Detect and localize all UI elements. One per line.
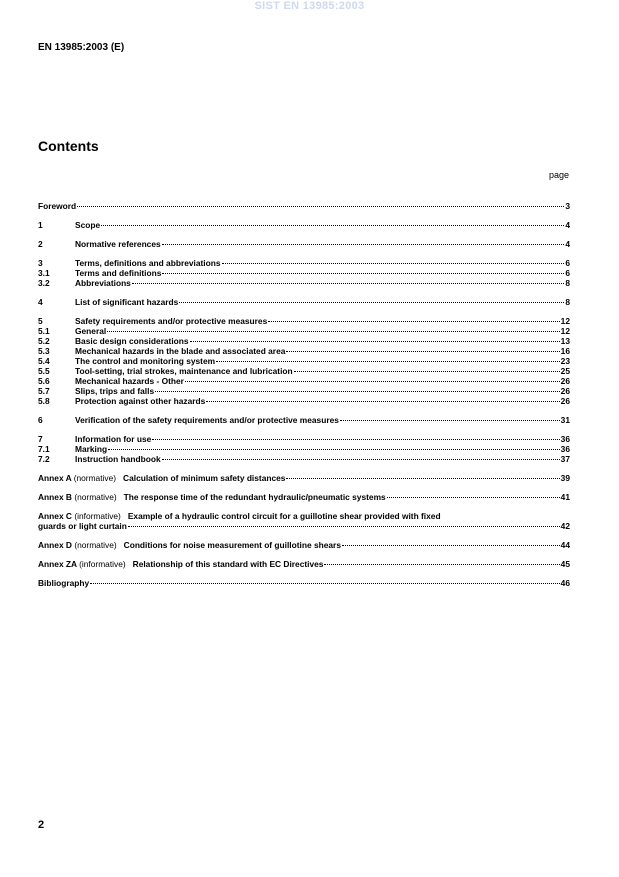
dot-leader xyxy=(294,370,560,372)
toc-entry-page: 8 xyxy=(565,278,570,288)
toc-entry-number: 5.7 xyxy=(38,386,50,396)
dot-leader xyxy=(387,496,560,498)
annex-label: Annex D xyxy=(38,540,72,550)
annex-label: Annex B xyxy=(38,492,72,502)
dot-leader xyxy=(108,448,560,450)
toc-entry-number: 4 xyxy=(38,297,43,307)
toc-entry-page: 39 xyxy=(560,473,570,483)
toc-entry-number: 2 xyxy=(38,239,43,249)
toc-entry-page: 3 xyxy=(565,201,570,211)
toc-entry-control-monitoring[interactable] xyxy=(38,356,570,366)
toc-entry-mechanical-other[interactable] xyxy=(38,376,570,386)
toc-entry-other-hazards[interactable] xyxy=(38,396,570,406)
toc-entry-number: 3 xyxy=(38,258,43,268)
toc-entry-marking[interactable] xyxy=(38,444,570,454)
toc-entry-title: Instruction handbook xyxy=(75,454,161,464)
toc-entry-page: 26 xyxy=(560,376,570,386)
annex-label: Annex C xyxy=(38,511,72,521)
dot-leader xyxy=(324,563,559,565)
toc-entry-number: 5.2 xyxy=(38,336,50,346)
toc-entry-general[interactable] xyxy=(38,326,570,336)
toc-entry-number: 6 xyxy=(38,415,43,425)
dot-leader xyxy=(101,224,564,226)
toc-entry-scope[interactable] xyxy=(38,220,570,230)
toc-entry-page: 13 xyxy=(560,336,570,346)
document-id: EN 13985:2003 (E) xyxy=(38,42,125,53)
toc-entry-title: The response time of the redundant hydraulic/pneumatic systems xyxy=(123,492,386,502)
toc-entry-title: Mechanical hazards - Other xyxy=(75,376,184,386)
annex-label: Annex ZA xyxy=(38,559,77,569)
toc-entry-number: 5 xyxy=(38,316,43,326)
toc-entry-title: Relationship of this standard with EC Directives xyxy=(132,559,324,569)
dot-leader xyxy=(286,477,559,479)
toc-entry-page: 4 xyxy=(565,239,570,249)
toc-entry-verification[interactable] xyxy=(38,415,570,425)
toc-entry-title-continued: guards or light curtain xyxy=(38,521,127,531)
dot-leader xyxy=(90,582,559,584)
toc-entry-foreword[interactable] xyxy=(38,201,570,211)
toc-entry-title: Safety requirements and/or protective measures xyxy=(75,316,268,326)
toc-entry-number: 5.1 xyxy=(38,326,50,336)
toc-entry-title: Marking xyxy=(75,444,108,454)
dot-leader xyxy=(179,301,564,303)
toc-entry-number: 7.1 xyxy=(38,444,50,454)
toc-entry-number: 3.2 xyxy=(38,278,50,288)
toc-entry-title: Calculation of minimum safety distances xyxy=(123,473,286,483)
toc-entry-page: 4 xyxy=(565,220,570,230)
toc-entry-number: 5.8 xyxy=(38,396,50,406)
toc-entry-page: 26 xyxy=(560,396,570,406)
toc-entry-page: 12 xyxy=(560,326,570,336)
page-column-label: page xyxy=(548,170,569,180)
dot-leader xyxy=(206,400,559,402)
dot-leader xyxy=(185,380,560,382)
toc-entry-page: 46 xyxy=(560,578,570,588)
toc-entry-annex-a[interactable] xyxy=(38,473,570,483)
toc-entry-page: 44 xyxy=(560,540,570,550)
toc-entry-title: Mechanical hazards in the blade and associated area xyxy=(75,346,286,356)
toc-entry-information-for-use[interactable] xyxy=(38,434,570,444)
toc-entry-title: The control and monitoring system xyxy=(75,356,216,366)
toc-entry-page: 23 xyxy=(560,356,570,366)
dot-leader xyxy=(342,544,560,546)
toc-entry-number: 1 xyxy=(38,220,43,230)
toc-entry-number: 3.1 xyxy=(38,268,50,278)
dot-leader xyxy=(162,243,565,245)
dot-leader xyxy=(152,438,559,440)
page-title: Contents xyxy=(38,138,99,154)
toc-entry-page: 12 xyxy=(560,316,570,326)
dot-leader xyxy=(132,282,564,284)
toc-entry-title: Terms and definitions xyxy=(75,268,162,278)
toc-entry-safety-requirements[interactable] xyxy=(38,316,570,326)
toc-entry-page: 42 xyxy=(560,521,570,531)
toc-entry-abbreviations[interactable] xyxy=(38,278,570,288)
toc-entry-basic-design[interactable] xyxy=(38,336,570,346)
toc-entry-title: Abbreviations xyxy=(75,278,131,288)
dot-leader xyxy=(268,320,559,322)
dot-leader xyxy=(77,205,564,207)
dot-leader xyxy=(162,458,560,460)
toc-entry-page: 26 xyxy=(560,386,570,396)
dot-leader xyxy=(190,340,560,342)
toc-entry-page: 6 xyxy=(565,268,570,278)
toc-entry-title: Conditions for noise measurement of guillotine shears xyxy=(123,540,341,550)
toc-entry-terms[interactable] xyxy=(38,258,570,268)
toc-entry-title: Normative references xyxy=(75,239,161,249)
dot-leader xyxy=(162,272,564,274)
page-number: 2 xyxy=(38,819,45,831)
toc-entry-annex-c[interactable] xyxy=(38,511,570,531)
annex-kind: (normative) xyxy=(73,473,117,483)
toc-entry-page: 45 xyxy=(560,559,570,569)
toc-entry-number: 7.2 xyxy=(38,454,50,464)
toc-entry-page: 37 xyxy=(560,454,570,464)
toc-entry-annex-d[interactable] xyxy=(38,540,570,550)
toc-entry-annex-b[interactable] xyxy=(38,492,570,502)
toc-entry-number: 5.5 xyxy=(38,366,50,376)
table-of-contents xyxy=(38,201,570,588)
dot-leader xyxy=(340,419,560,421)
toc-entry-page: 41 xyxy=(560,492,570,502)
toc-entry-number: 5.6 xyxy=(38,376,50,386)
toc-entry-page: 36 xyxy=(560,444,570,454)
toc-entry-title: Scope xyxy=(75,220,101,230)
toc-entry-hazards[interactable] xyxy=(38,297,570,307)
dot-leader xyxy=(155,390,560,392)
toc-entry-page: 8 xyxy=(565,297,570,307)
dot-leader xyxy=(107,330,559,332)
toc-entry-normative-references[interactable] xyxy=(38,239,570,249)
toc-entry-page: 25 xyxy=(560,366,570,376)
toc-entry-title: Information for use xyxy=(75,434,152,444)
toc-entry-title: Foreword xyxy=(38,201,77,211)
annex-kind: (normative) xyxy=(74,540,117,550)
dot-leader xyxy=(128,525,560,527)
watermark: SIST EN 13985:2003 xyxy=(254,0,365,12)
toc-entry-number: 7 xyxy=(38,434,43,444)
annex-kind: (informative) xyxy=(74,511,121,521)
toc-entry-title: Slips, trips and falls xyxy=(75,386,155,396)
toc-entry-mechanical-blade[interactable] xyxy=(38,346,570,356)
dot-leader xyxy=(286,350,559,352)
toc-entry-title: Bibliography xyxy=(38,578,90,588)
toc-entry-title: Example of a hydraulic control circuit for a guillotine shear provided with fixed xyxy=(127,511,441,521)
toc-entry-title: General xyxy=(75,326,107,336)
toc-entry-instruction-handbook[interactable] xyxy=(38,454,570,464)
toc-entry-title: Basic design considerations xyxy=(75,336,189,346)
toc-entry-tool-setting[interactable] xyxy=(38,366,570,376)
annex-kind: (normative) xyxy=(74,492,117,502)
toc-entry-page: 31 xyxy=(560,415,570,425)
toc-entry-title: Verification of the safety requirements and/or protective measures xyxy=(75,415,339,425)
toc-entry-number: 5.4 xyxy=(38,356,50,366)
toc-entry-title: List of significant hazards xyxy=(75,297,179,307)
annex-label: Annex A xyxy=(38,473,72,483)
toc-entry-number: 5.3 xyxy=(38,346,50,356)
dot-leader xyxy=(222,262,565,264)
toc-entry-page: 36 xyxy=(560,434,570,444)
toc-entry-page: 6 xyxy=(565,258,570,268)
toc-entry-title: Tool-setting, trial strokes, maintenance and lubrication xyxy=(75,366,293,376)
toc-entry-slips-trips[interactable] xyxy=(38,386,570,396)
toc-entry-bibliography[interactable] xyxy=(38,578,570,588)
toc-entry-page: 16 xyxy=(560,346,570,356)
dot-leader xyxy=(216,360,560,362)
toc-entry-title: Protection against other hazards xyxy=(75,396,206,406)
toc-entry-annex-za[interactable] xyxy=(38,559,570,569)
toc-entry-title: Terms, definitions and abbreviations xyxy=(75,258,221,268)
annex-kind: (informative) xyxy=(79,559,126,569)
toc-entry-terms-definitions[interactable] xyxy=(38,268,570,278)
